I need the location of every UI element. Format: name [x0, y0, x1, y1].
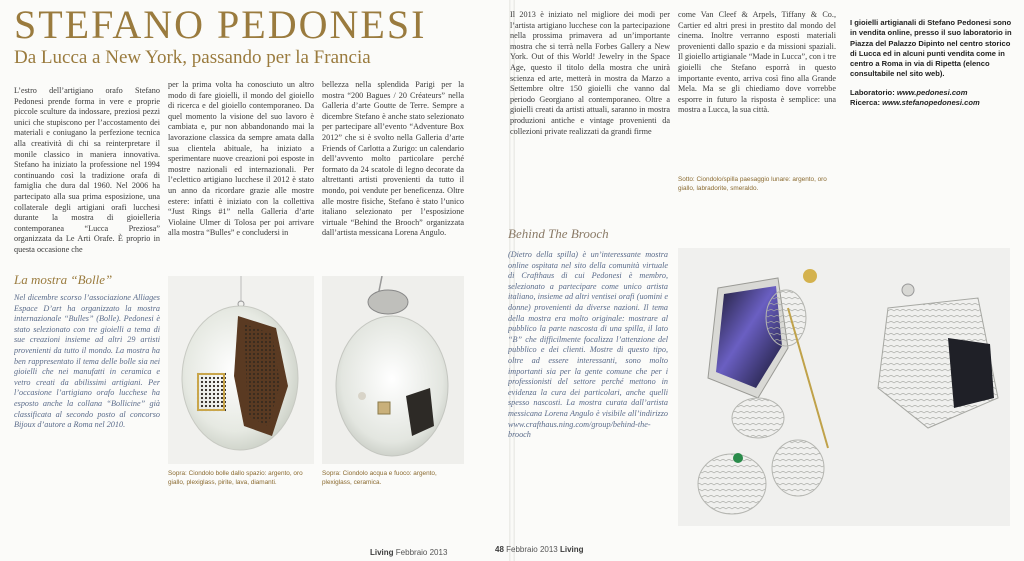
- folio-left-year: 2013: [429, 548, 448, 557]
- article-subtitle: Da Lucca a New York, passando per la Francia: [14, 47, 371, 68]
- pendant-acqua-image: [322, 276, 464, 464]
- photo-pendant-bolle: [168, 276, 314, 464]
- info-sidebar: [850, 18, 1018, 116]
- text-column-2: [168, 80, 314, 264]
- brooch-box: [508, 250, 668, 478]
- folio-left-month: Febbraio: [395, 548, 428, 557]
- text-column-1: [14, 86, 160, 264]
- folio-right-year: 2013: [539, 545, 558, 554]
- pendant-bolle-image: [168, 276, 314, 464]
- sidebar-lab-label: Laboratorio:: [850, 87, 895, 97]
- column-5-text: come Van Cleef & Arpels, Tiffany & Co., Cartier ed altri presi in prestito dal mondo del cinema. Inoltre verranno esposti materiali provenienti dallo spazio e da missioni spaziali. Il gioiello artigianale “Made in Lucca”, con i tre gioielli che Stefano esporrà in questo importante evento, arriva così fino alla Grande Mela. Ma se gli chiediamo dove vorrebbe esporre in futuro la risposta è semplice: una mostra a Lucca, la sua città.: [678, 10, 836, 115]
- photo-pendant-acqua-fuoco: [322, 276, 464, 464]
- bolle-text: Nel dicembre scorso l’associazione Alliages Espace D’art ha organizzato la mostra internazionale “Bulles” (Bolle). Pedonesi è stato selezionato con tre gioielli a tema di sue creazioni insieme ad altri 29 artisti provenienti da tutto il mondo. La mostra ha ben rappresentato il tema delle bolle sia nei gioielli che nei manufatti in ceramica e vetro creati da abilissimi artigiani. Per l’occasione l’artigiano orafo lucchese ha esposto anche la collana “Bollicine” già classificata al secondo posto al concorso Bijoux d’autore a Roma nel 2010.: [14, 293, 160, 430]
- folio-right-magazine: Living: [559, 545, 584, 554]
- brooch-lunare-image: [678, 248, 1010, 526]
- column-1-text: L’estro dell’artigiano orafo Stefano Pedonesi prende forma in vere e proprie piccole sculture da indossare, preziosi pezzi unici che stupiscono per l’accostamento dei materiali e coniugano la perfezione tecnica alla creatività di chi sa reinterpretare il monile classico in maniera innovativa. Stefano ha iniziato la professione nel 1994 continuando così la tradizione orafa di famiglia che dura dal 1960. Nel 2006 ha partecipato alla sua prima esposizione, una collaterale degli artigiani orafi lucchesi durante la mostra di gioielleria contemporanea “Lucca Preziosa” organizzata da Le Arti Orafe. È proprio in questa occasione che: [14, 86, 160, 254]
- brooch-text: (Dietro della spilla) è un’interessante mostra online ospitata nel sito della comunità virtuale di Crafthaus di cui Pedonesi è membro, selezionato a partecipare come unico artista italiano, insieme ad altri ventisei orafi (uomini e donne) provenienti da diverse nazioni. Il tema della mostra era molto originale: mostrare al pubblico la parte nascosta di una spilla, il lato “B” che difficilmente focalizza l’attenzione del pubblico e dei clienti. Mostre di questo tipo, oltre ad essere interessanti, sono molto importanti sia per la gente comune che per i professionisti del settore perché mettono in evidenza la cura dei particolari, anche quelli spesso nascosti. La mostra curata dall’artista messicana Lorena Angulo è visibile all’indirizzo www.crafthaus.ning.com/group/behind-the-brooch: [508, 250, 668, 440]
- column-4-text: Il 2013 è iniziato nel migliore dei modi per l’artista artigiano lucchese con la partecipazione nella prossima primavera ad un’importante mostra che si terrà nella Forbes Gallery a New York. Out of this World! Jewelry in the Space Age, questo il titolo della mostra che unirà scienza ed arte, metterà in mostra da Marzo a Settembre oltre 150 gioielli che vanno dal periodo Georgiano al contemporaneo. Oltre a gioielli creati da artisti attuali, saranno in mostra produzioni antiche e vintage provenienti da collezioni private realizzati da grandi firme: [510, 10, 670, 136]
- text-column-3: [322, 80, 464, 266]
- photo-brooch-paesaggio-lunare: [678, 248, 1010, 526]
- folio-left-magazine: Living: [370, 548, 394, 557]
- bolle-box: [14, 293, 160, 469]
- caption-photo-3: Sotto: Ciondolo/spilla paesaggio lunare: argento, oro giallo, labradorite, smeraldo.: [678, 176, 827, 192]
- text-column-5: [678, 10, 836, 170]
- text-column-4: [508, 10, 670, 226]
- folio-right-month: Febbraio: [506, 545, 538, 554]
- column-3-text: bellezza nella splendida Parigi per la mostra “200 Bagues / 20 Créateurs” nella Galleria d’arte Goutte de Terre. Sempre a dicembre Stefano è anche stato selezionato per partecipare all’evento “Adventure Box 2012” che si è svolto nella Galleria d’arte Friends of Carlotta a Zurigo: un calendario dell’avvento molto particolare perché formato da 24 scatole di legno decorate da altrettanti artisti provenienti da tutto il mondo, poi vendute per beneficenza. Oltre alle mostre fisiche, Stefano è stato l’unico italiano selezionato per l’esposizione virtuale “Behind the Brooch” organizzata dall’artista messicana Lorena Angulo.: [322, 80, 464, 238]
- caption-photo-1: Sopra: Ciondolo bolle dallo spazio: argento, oro giallo, plexiglass, pirite, lava, diamanti.: [168, 470, 303, 486]
- column-2-text: per la prima volta ha conosciuto un altro modo di fare gioielli, il mondo del gioiello di ricerca e del gioiello contemporaneo. Da quel momento la visione del suo lavoro è cambiata e, pur non abbandonando mai la lavorazione classica da sempre amata dalla sua clientela abituale, ha iniziato a sperimentare nuove creazioni poi esposte in mostre nazionali ed internazionali. Per l’eclettico artigiano lucchese il 2012 è stato un anno da ricordare grazie alle mostre estere: infatti è iniziato con la collettiva “Just Rings #1” nella Galleria d’arte Violaine Ulmer di Tolosa per poi arrivare alla mostra “Bulles” e concludersi in: [168, 80, 314, 238]
- caption-photo-2: Sopra: Ciondolo acqua e fuoco: argento, plexiglass, ceramica.: [322, 470, 437, 486]
- article-title: STEFANO PEDONESI: [14, 2, 427, 47]
- folio-right-page: 48: [495, 545, 504, 554]
- brooch-heading: Behind The Brooch: [508, 226, 609, 241]
- folio-right: [495, 545, 584, 554]
- folio-left: [370, 548, 447, 557]
- sidebar-search-label: Ricerca:: [850, 98, 880, 108]
- search-link[interactable]: www.stefanopedonesi.com: [882, 98, 980, 108]
- lab-link[interactable]: www.pedonesi.com: [896, 87, 968, 97]
- sidebar-intro: I gioielli artigianali di Stefano Pedonesi sono in vendita online, presso il suo laboratorio in Piazza del Palazzo Dipinto nel centro storico di Lucca ed in alcuni punti vendita come in centro a Roma in via di Ripetta (elenco consultabile nel sito web).: [850, 18, 1012, 79]
- bolle-heading: La mostra “Bolle”: [14, 272, 113, 287]
